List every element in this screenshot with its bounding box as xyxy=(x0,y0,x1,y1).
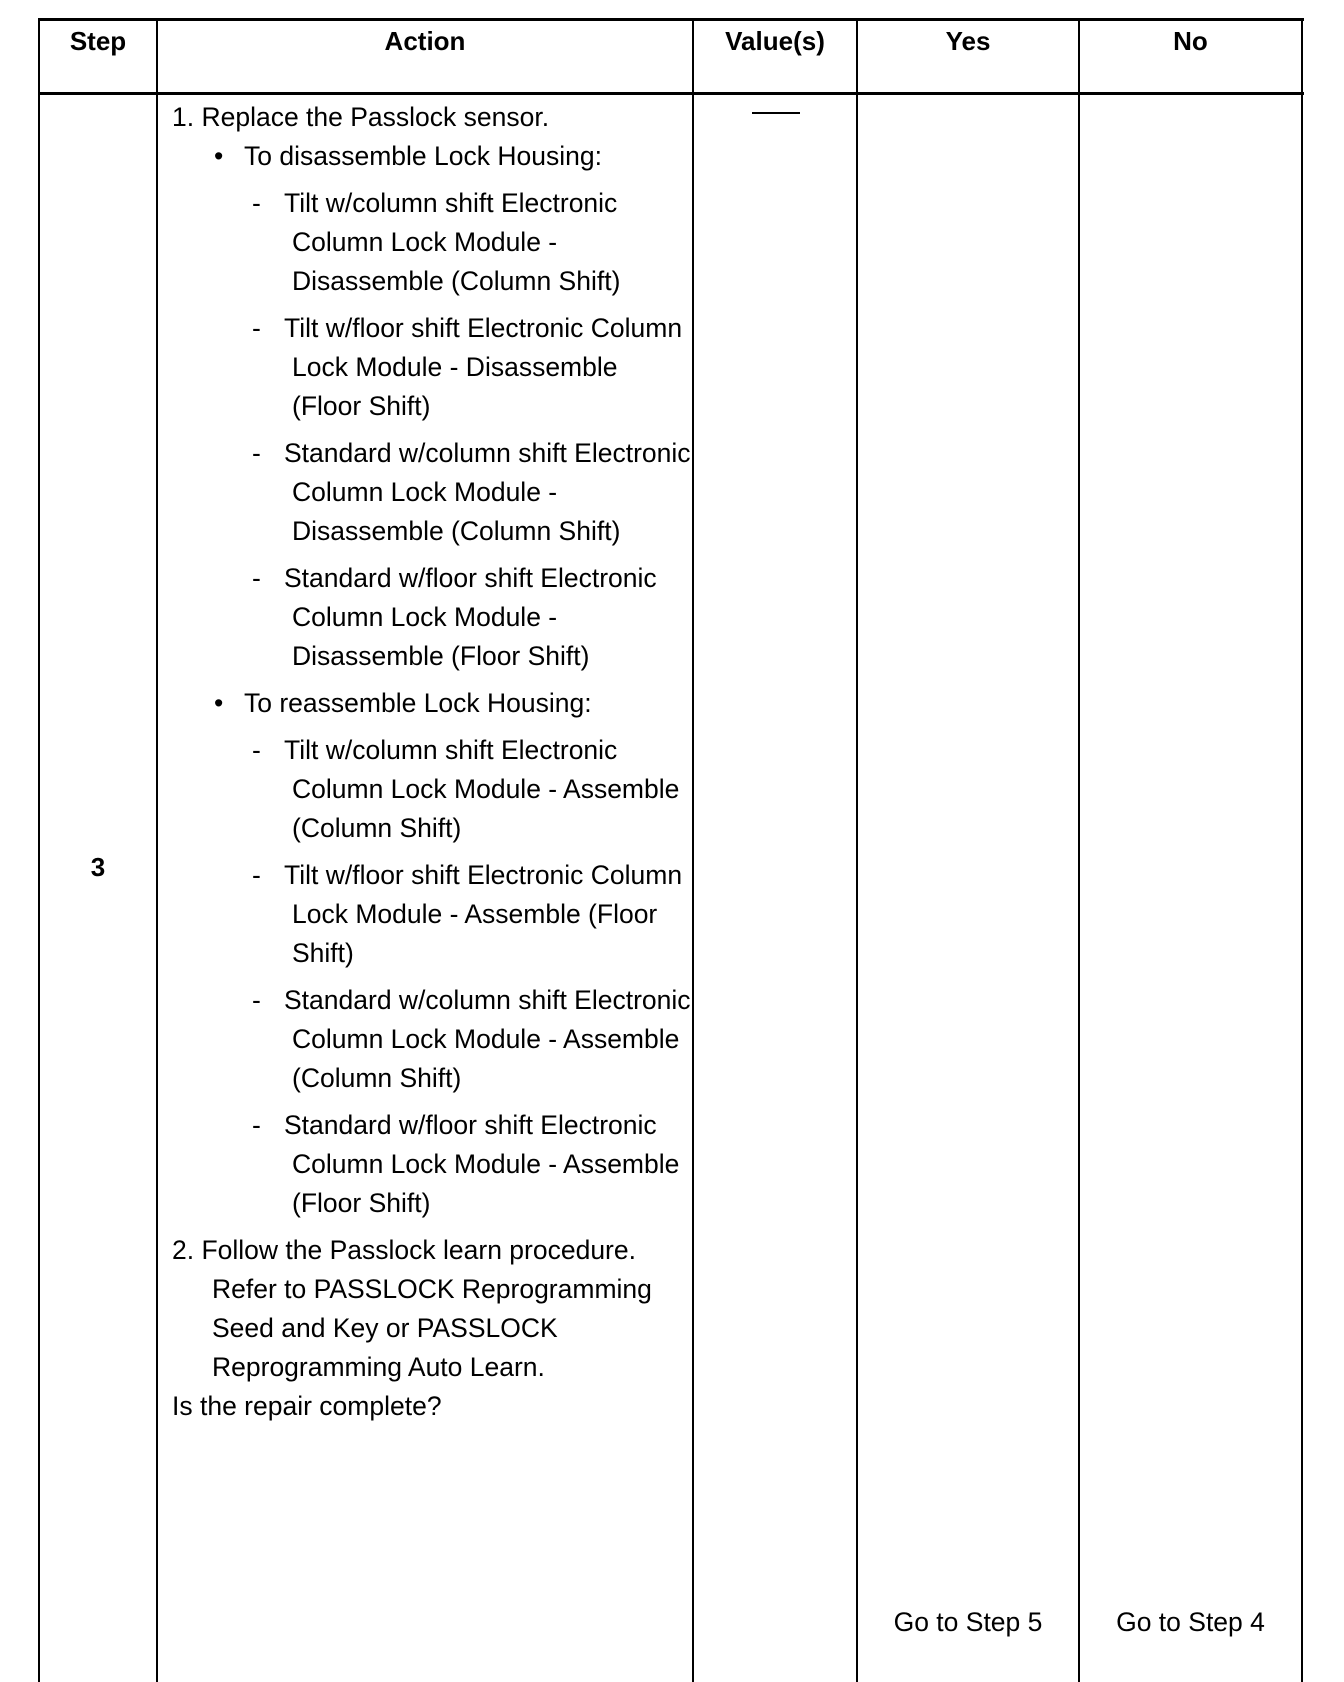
action-cell xyxy=(172,98,692,1426)
col-divider-yes-no xyxy=(1078,18,1080,1682)
disassemble-item-text: Tilt w/column shift Electronic Column Lock Module - Disassemble (Column Shift) xyxy=(284,188,621,296)
reassemble-item xyxy=(172,1106,692,1223)
disassemble-item-text: Standard w/column shift Electronic Column Lock Module - Disassemble (Column Shift) xyxy=(284,438,691,546)
dash-icon: - xyxy=(252,735,261,765)
action-item-1: 1. Replace the Passlock sensor. xyxy=(172,102,550,132)
disassemble-item xyxy=(172,434,692,551)
header-yes: Yes xyxy=(945,26,991,56)
reassemble-item xyxy=(172,856,692,973)
reassemble-heading xyxy=(172,684,692,723)
disassemble-item xyxy=(172,309,692,426)
reassemble-item-text: Tilt w/column shift Electronic Column Lock Module - Assemble (Column Shift) xyxy=(284,735,680,843)
dash-icon: - xyxy=(252,563,261,593)
disassemble-item xyxy=(172,184,692,301)
dash-icon: - xyxy=(252,985,261,1015)
reassemble-item-text: Standard w/floor shift Electronic Column Lock Module - Assemble (Floor Shift) xyxy=(284,1110,680,1218)
header-step: Step xyxy=(69,26,127,56)
step-number: 3 xyxy=(90,852,106,882)
disassemble-item xyxy=(172,559,692,676)
dash-icon: - xyxy=(252,1110,261,1140)
bullet-icon: • xyxy=(214,141,224,171)
col-divider-step-action xyxy=(156,18,158,1682)
header-values: Value(s) xyxy=(725,26,825,56)
table-left-border xyxy=(38,18,40,1682)
no-outcome: Go to Step 4 xyxy=(1116,1607,1265,1637)
dash-icon: - xyxy=(252,188,261,218)
reassemble-item-text: Tilt w/floor shift Electronic Column Lock Module - Assemble (Floor Shift) xyxy=(284,860,683,968)
yes-outcome: Go to Step 5 xyxy=(893,1607,1043,1637)
action-item-2: 2. Follow the Passlock learn procedure. Refer to PASSLOCK Reprogramming Seed and Key or PASSLOCK Reprogramming Auto Learn. xyxy=(172,1235,652,1382)
reassemble-item xyxy=(172,981,692,1098)
reassemble-heading-text: To reassemble Lock Housing: xyxy=(244,688,592,718)
col-divider-values-yes xyxy=(856,18,858,1682)
header-action: Action xyxy=(384,26,466,56)
disassemble-item-text: Tilt w/floor shift Electronic Column Lock Module - Disassemble (Floor Shift) xyxy=(284,313,683,421)
value-blank-rule xyxy=(752,112,800,114)
col-divider-action-values xyxy=(692,18,694,1682)
disassemble-item-text: Standard w/floor shift Electronic Column Lock Module - Disassemble (Floor Shift) xyxy=(284,563,657,671)
reassemble-item xyxy=(172,731,692,848)
dash-icon: - xyxy=(252,313,261,343)
table-right-border xyxy=(1301,18,1303,1682)
reassemble-item-text: Standard w/column shift Electronic Column Lock Module - Assemble (Column Shift) xyxy=(284,985,691,1093)
dash-icon: - xyxy=(252,438,261,468)
disassemble-heading xyxy=(172,137,692,176)
header-bottom-border xyxy=(38,92,1304,95)
header-no: No xyxy=(1173,26,1208,56)
table-top-border xyxy=(38,18,1304,21)
disassemble-heading-text: To disassemble Lock Housing: xyxy=(244,141,602,171)
action-question: Is the repair complete? xyxy=(172,1391,442,1421)
bullet-icon: • xyxy=(214,688,224,718)
dash-icon: - xyxy=(252,860,261,890)
